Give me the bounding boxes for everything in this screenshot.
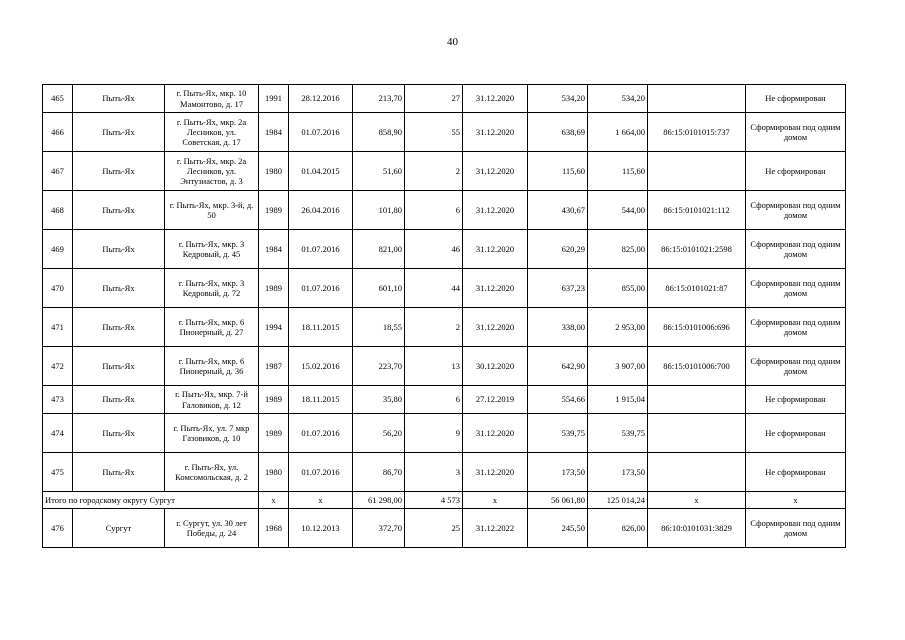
count-cell: 9	[405, 414, 463, 453]
city-cell: Пыть-Ях	[73, 191, 165, 230]
count-cell: 25	[405, 509, 463, 548]
total-deadline-cell: x	[463, 492, 528, 509]
row-number-cell: 472	[43, 347, 73, 386]
date-cell: 18.11.2015	[289, 386, 353, 414]
table-row	[43, 414, 846, 453]
city-cell: Пыть-Ях	[73, 230, 165, 269]
deadline-cell: 31.12.2020	[463, 152, 528, 191]
area-cell: 821,00	[353, 230, 405, 269]
area-cell: 223,70	[353, 347, 405, 386]
value-cell: 1 915,04	[588, 386, 648, 414]
year-cell: 1980	[259, 453, 289, 492]
value-cell: 430,67	[528, 191, 588, 230]
area-cell: 213,70	[353, 85, 405, 113]
row-number-cell: 473	[43, 386, 73, 414]
date-cell: 01.04.2015	[289, 152, 353, 191]
land-status-cell: Сформирован под одним домом	[746, 269, 846, 308]
area-cell: 35,80	[353, 386, 405, 414]
table-row	[43, 152, 846, 191]
address-cell: г. Пыть-Ях, ул. Комсомольская, д. 2	[165, 453, 259, 492]
value-cell: 620,29	[528, 230, 588, 269]
count-cell: 46	[405, 230, 463, 269]
table-row	[43, 191, 846, 230]
value-cell: 539,75	[588, 414, 648, 453]
area-cell: 372,70	[353, 509, 405, 548]
value-cell: 855,00	[588, 269, 648, 308]
date-cell: 26.04.2016	[289, 191, 353, 230]
table-row	[43, 269, 846, 308]
year-cell: 1987	[259, 347, 289, 386]
cadastral-number-cell	[648, 85, 746, 113]
land-status-cell: Не сформирован	[746, 414, 846, 453]
date-cell: 01.07.2016	[289, 453, 353, 492]
address-cell: г. Пыть-Ях, мкр. 6 Пионерный, д. 36	[165, 347, 259, 386]
cadastral-number-cell: 86:15:0101021:2598	[648, 230, 746, 269]
land-status-cell: Не сформирован	[746, 386, 846, 414]
table-row	[43, 386, 846, 414]
cadastral-number-cell: 86:15:0101021:87	[648, 269, 746, 308]
deadline-cell: 31.12.2020	[463, 230, 528, 269]
total-value-cell: 56 061,80	[528, 492, 588, 509]
value-cell: 534,20	[528, 85, 588, 113]
address-cell: г. Пыть-Ях, мкр. 3 Кедровый, д. 72	[165, 269, 259, 308]
year-cell: 1989	[259, 191, 289, 230]
count-cell: 2	[405, 152, 463, 191]
city-cell: Пыть-Ях	[73, 85, 165, 113]
table-row	[43, 230, 846, 269]
cadastral-number-cell	[648, 414, 746, 453]
deadline-cell: 31.12.2022	[463, 509, 528, 548]
value-cell: 115,60	[588, 152, 648, 191]
year-cell: 1989	[259, 269, 289, 308]
date-cell: 01.07.2016	[289, 230, 353, 269]
cadastral-number-cell: 86:15:0101006:700	[648, 347, 746, 386]
address-cell: г. Сургут, ул. 30 лет Победы, д. 24	[165, 509, 259, 548]
cadastral-number-cell: 86:10:0101031:3829	[648, 509, 746, 548]
value-cell: 173,50	[528, 453, 588, 492]
city-cell: Пыть-Ях	[73, 269, 165, 308]
city-cell: Пыть-Ях	[73, 386, 165, 414]
table-row	[43, 453, 846, 492]
city-cell: Пыть-Ях	[73, 347, 165, 386]
housing-register-table	[42, 84, 846, 548]
count-cell: 44	[405, 269, 463, 308]
deadline-cell: 31.12.2020	[463, 308, 528, 347]
area-cell: 18,55	[353, 308, 405, 347]
total-row	[43, 492, 846, 509]
cadastral-number-cell	[648, 152, 746, 191]
year-cell: 1991	[259, 85, 289, 113]
count-cell: 6	[405, 191, 463, 230]
row-number-cell: 468	[43, 191, 73, 230]
city-cell: Пыть-Ях	[73, 308, 165, 347]
year-cell: 1984	[259, 113, 289, 152]
date-cell: 10.12.2013	[289, 509, 353, 548]
count-cell: 3	[405, 453, 463, 492]
value-cell: 554,66	[528, 386, 588, 414]
city-cell: Пыть-Ях	[73, 113, 165, 152]
total-count-cell: 4 573	[405, 492, 463, 509]
area-cell: 86,70	[353, 453, 405, 492]
row-number-cell: 476	[43, 509, 73, 548]
row-number-cell: 465	[43, 85, 73, 113]
address-cell: г. Пыть-Ях, мкр. 10 Мамонтово, д. 17	[165, 85, 259, 113]
year-cell: 1994	[259, 308, 289, 347]
row-number-cell: 475	[43, 453, 73, 492]
address-cell: г. Пыть-Ях, мкр. 7-й Галовиков, д. 12	[165, 386, 259, 414]
value-cell: 173,50	[588, 453, 648, 492]
row-number-cell: 474	[43, 414, 73, 453]
area-cell: 601,10	[353, 269, 405, 308]
cadastral-number-cell: 86:15:0101006:696	[648, 308, 746, 347]
value-cell: 338,00	[528, 308, 588, 347]
address-cell: г. Пыть-Ях, мкр. 2а Лесников, ул. Энтузиастов, д. 3	[165, 152, 259, 191]
land-status-cell: Сформирован под одним домом	[746, 113, 846, 152]
row-number-cell: 466	[43, 113, 73, 152]
value-cell: 245,50	[528, 509, 588, 548]
date-cell: 01.07.2016	[289, 414, 353, 453]
address-cell: г. Пыть-Ях, мкр. 6 Пионерный, д. 27	[165, 308, 259, 347]
cadastral-number-cell: 86:15:0101021:112	[648, 191, 746, 230]
total-status-cell: x	[746, 492, 846, 509]
total-label-cell: Итого по городскому округу Сургут	[43, 492, 259, 509]
area-cell: 51,60	[353, 152, 405, 191]
count-cell: 13	[405, 347, 463, 386]
date-cell: 15.02.2016	[289, 347, 353, 386]
table-row	[43, 347, 846, 386]
deadline-cell: 31.12.2020	[463, 191, 528, 230]
total-date-cell: x	[289, 492, 353, 509]
area-cell: 56,20	[353, 414, 405, 453]
row-number-cell: 467	[43, 152, 73, 191]
value-cell: 544,00	[588, 191, 648, 230]
year-cell: 1989	[259, 414, 289, 453]
city-cell: Пыть-Ях	[73, 152, 165, 191]
value-cell: 825,00	[588, 230, 648, 269]
area-cell: 858,90	[353, 113, 405, 152]
cadastral-number-cell	[648, 453, 746, 492]
value-cell: 637,23	[528, 269, 588, 308]
value-cell: 534,20	[588, 85, 648, 113]
land-status-cell: Сформирован под одним домом	[746, 509, 846, 548]
count-cell: 6	[405, 386, 463, 414]
address-cell: г. Пыть-Ях, ул. 7 мкр Газовиков, д. 10	[165, 414, 259, 453]
row-number-cell: 470	[43, 269, 73, 308]
city-cell: Сургут	[73, 509, 165, 548]
year-cell: 1984	[259, 230, 289, 269]
area-cell: 101,80	[353, 191, 405, 230]
year-cell: 1980	[259, 152, 289, 191]
cadastral-number-cell: 86:15:0101015:737	[648, 113, 746, 152]
value-cell: 3 907,00	[588, 347, 648, 386]
land-status-cell: Сформирован под одним домом	[746, 308, 846, 347]
deadline-cell: 31.12.2020	[463, 113, 528, 152]
date-cell: 01.07.2016	[289, 113, 353, 152]
table-row	[43, 509, 846, 548]
cadastral-number-cell	[648, 386, 746, 414]
deadline-cell: 31.12.2020	[463, 414, 528, 453]
city-cell: Пыть-Ях	[73, 414, 165, 453]
land-status-cell: Не сформирован	[746, 85, 846, 113]
total-area-cell: 61 298,00	[353, 492, 405, 509]
city-cell: Пыть-Ях	[73, 453, 165, 492]
year-cell: 1968	[259, 509, 289, 548]
row-number-cell: 471	[43, 308, 73, 347]
land-status-cell: Сформирован под одним домом	[746, 347, 846, 386]
deadline-cell: 30.12.2020	[463, 347, 528, 386]
address-cell: г. Пыть-Ях, мкр. 2а Лесников, ул. Советская, д. 17	[165, 113, 259, 152]
total-cadastral-cell: x	[648, 492, 746, 509]
value-cell: 642,90	[528, 347, 588, 386]
count-cell: 2	[405, 308, 463, 347]
land-status-cell: Не сформирован	[746, 453, 846, 492]
page-number: 40	[447, 36, 458, 48]
land-status-cell: Сформирован под одним домом	[746, 230, 846, 269]
total-value-cell: 125 014,24	[588, 492, 648, 509]
value-cell: 638,69	[528, 113, 588, 152]
land-status-cell: Не сформирован	[746, 152, 846, 191]
value-cell: 539,75	[528, 414, 588, 453]
value-cell: 2 953,00	[588, 308, 648, 347]
address-cell: г. Пыть-Ях, мкр. 3 Кедровый, д. 45	[165, 230, 259, 269]
deadline-cell: 27.12.2019	[463, 386, 528, 414]
date-cell: 28.12.2016	[289, 85, 353, 113]
address-cell: г. Пыть-Ях, мкр. 3-й, д. 50	[165, 191, 259, 230]
count-cell: 27	[405, 85, 463, 113]
table-row	[43, 85, 846, 113]
value-cell: 115,60	[528, 152, 588, 191]
deadline-cell: 31.12.2020	[463, 85, 528, 113]
table-row	[43, 308, 846, 347]
row-number-cell: 469	[43, 230, 73, 269]
value-cell: 1 664,00	[588, 113, 648, 152]
deadline-cell: 31.12.2020	[463, 269, 528, 308]
year-cell: 1989	[259, 386, 289, 414]
value-cell: 826,00	[588, 509, 648, 548]
date-cell: 18.11.2015	[289, 308, 353, 347]
table-row	[43, 113, 846, 152]
date-cell: 01.07.2016	[289, 269, 353, 308]
count-cell: 55	[405, 113, 463, 152]
total-year-cell: x	[259, 492, 289, 509]
deadline-cell: 31.12.2020	[463, 453, 528, 492]
land-status-cell: Сформирован под одним домом	[746, 191, 846, 230]
